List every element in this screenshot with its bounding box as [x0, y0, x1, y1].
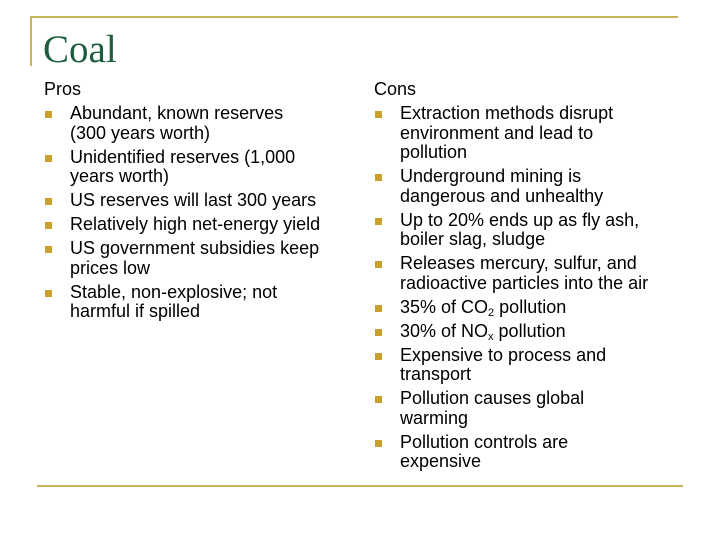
square-bullet-icon [45, 111, 52, 118]
frame-top-rule [30, 16, 678, 18]
item-text-line: Extraction methods disrupt [400, 103, 614, 123]
item-text-line: Stable, non-explosive; not [70, 281, 278, 302]
item-text-line [400, 298, 648, 318]
item-text: pollution [494, 296, 567, 317]
item-text-line: transport [400, 364, 472, 384]
item-text-line [400, 322, 648, 342]
pros-list-item [44, 283, 320, 322]
square-bullet-icon [45, 290, 52, 297]
item-text-line: US government subsidies keep [70, 238, 320, 258]
item-text: 30% of NO [400, 320, 489, 341]
square-bullet-icon [375, 353, 382, 360]
square-bullet-icon [45, 198, 52, 205]
subscript: x [488, 330, 494, 343]
square-bullet-icon [375, 174, 382, 181]
cons-list [374, 104, 648, 472]
item-text-line: pollution [400, 142, 468, 162]
cons-list-item [374, 389, 648, 428]
pros-column [44, 80, 320, 322]
cons-column [374, 80, 648, 472]
cons-list-item [374, 167, 648, 206]
subscript: 2 [488, 306, 495, 319]
cons-list-item [374, 346, 648, 385]
pros-list-item [44, 148, 320, 187]
cons-list-item [374, 211, 648, 250]
item-text-line: prices low [70, 257, 151, 278]
item-text-line: Pollution causes global [400, 388, 585, 408]
item-text-line: Relatively high net-energy yield [70, 214, 321, 234]
item-text-line: Abundant, known reserves [70, 103, 284, 123]
item-text-line: Underground mining is [400, 166, 582, 186]
square-bullet-icon [45, 246, 52, 253]
pros-list-item [44, 104, 320, 143]
pros-list [44, 104, 320, 322]
frame-left-rule [30, 16, 32, 66]
square-bullet-icon [375, 305, 382, 312]
slide-title: Coal [43, 28, 117, 71]
item-text-line: harmful if spilled [70, 301, 201, 321]
item-text-line: years worth) [70, 166, 170, 186]
item-text-line: Releases mercury, sulfur, and [400, 253, 637, 273]
square-bullet-icon [375, 111, 382, 118]
item-text-line: radioactive particles into the air [400, 272, 649, 293]
cons-list-item [374, 104, 648, 163]
pros-list-item [44, 191, 320, 211]
item-text: pollution [493, 320, 566, 341]
square-bullet-icon [375, 218, 382, 225]
cons-list-item [374, 433, 648, 472]
cons-list-item [374, 322, 648, 342]
item-text-line: Expensive to process and [400, 344, 607, 365]
square-bullet-icon [375, 440, 382, 447]
cons-list-item [374, 298, 648, 318]
square-bullet-icon [45, 222, 52, 229]
pros-list-item [44, 215, 320, 235]
item-text-line: environment and lead to [400, 122, 594, 143]
item-text-line: dangerous and unhealthy [400, 185, 604, 206]
item-text: 35% of CO [400, 296, 489, 317]
item-text-line: Up to 20% ends up as fly ash, [400, 209, 640, 230]
cons-heading: Cons [374, 79, 417, 99]
square-bullet-icon [375, 261, 382, 268]
square-bullet-icon [375, 329, 382, 336]
square-bullet-icon [45, 155, 52, 162]
frame-bottom-rule [37, 485, 683, 487]
item-text-line: boiler slag, sludge [400, 229, 546, 249]
pros-heading: Pros [44, 79, 82, 99]
pros-list-item [44, 239, 320, 278]
item-text-line: expensive [400, 451, 482, 471]
square-bullet-icon [375, 396, 382, 403]
item-text-line: warming [400, 407, 469, 428]
item-text-line: US reserves will last 300 years [70, 190, 317, 210]
item-text-line: Pollution controls are [400, 431, 569, 452]
cons-list-item [374, 254, 648, 293]
item-text-line: (300 years worth) [70, 122, 211, 143]
item-text-line: Unidentified reserves (1,000 [70, 146, 296, 167]
